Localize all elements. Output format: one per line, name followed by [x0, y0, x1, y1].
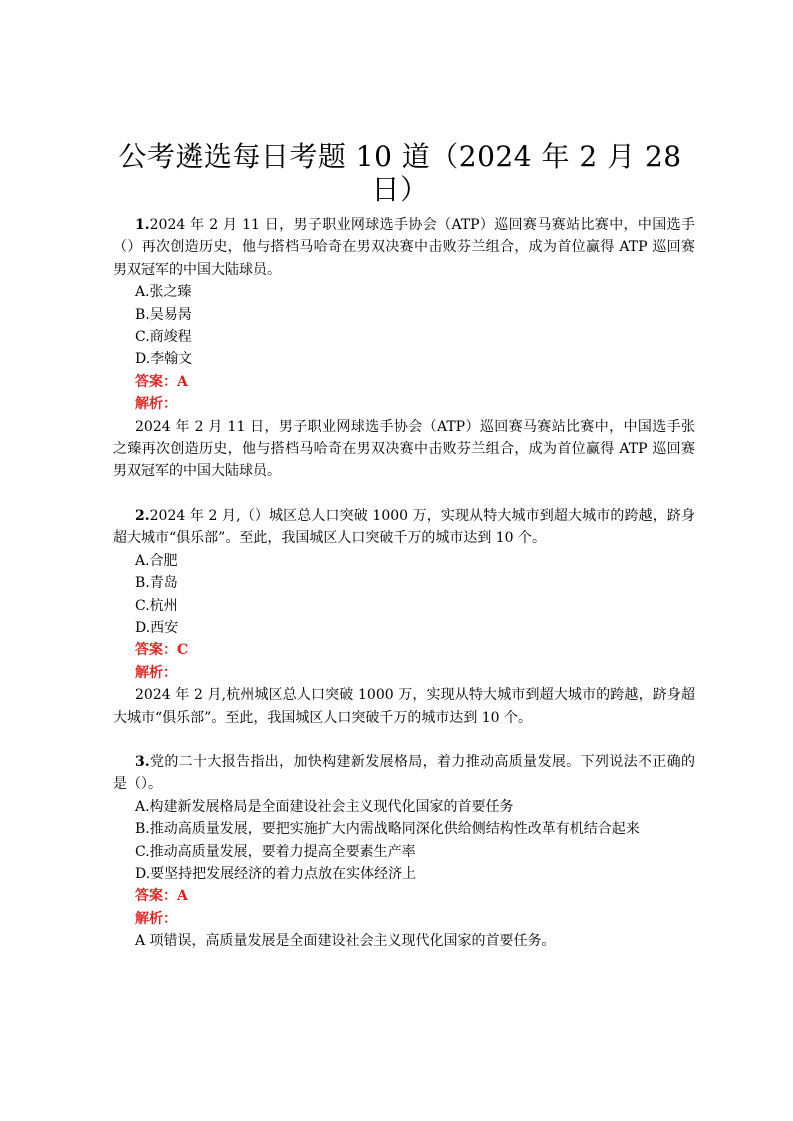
option-b: B.推动高质量发展，要把实施扩大内需战略同深化供给侧结构性改革有机结合起来 [135, 821, 640, 838]
answer-label: 答案： [135, 373, 177, 390]
answer-line [113, 885, 695, 907]
option-c: C.推动高质量发展，要着力提高全要素生产率 [135, 843, 416, 860]
option-d: D.西安 [135, 619, 179, 636]
option-c: C.商竣程 [135, 329, 192, 346]
option-a: A.张之臻 [135, 284, 192, 301]
answer-value: C [177, 642, 189, 659]
question-block-2 [113, 505, 695, 729]
answer-value: A [177, 373, 188, 390]
document-title: 公考遴选每日考题 10 道（2024 年 2 月 28 日） [118, 140, 682, 206]
answer-line [113, 639, 695, 661]
question-number: 1. [135, 217, 150, 233]
question-number: 3. [135, 753, 150, 770]
question-text: 党的二十大报告指出，加快构建新发展格局，着力推动高质量发展。下列说法不正确的是（）。 [113, 753, 695, 793]
option-b: B.青岛 [135, 575, 178, 592]
answer-line [113, 371, 695, 393]
option-a: A.构建新发展格局是全面建设社会主义现代化国家的首要任务 [135, 798, 514, 815]
analysis-label: 解析： [135, 396, 177, 413]
option-d: D.李翰文 [135, 351, 193, 368]
question-stem [113, 505, 695, 550]
question-block-1 [113, 214, 695, 483]
option-a: A.合肥 [135, 552, 178, 569]
question-stem [113, 751, 695, 796]
answer-value: A [177, 888, 188, 905]
analysis-label: 解析： [135, 910, 177, 927]
question-stem [113, 214, 695, 281]
analysis-text: 2024 年 2 月 11 日，男子职业网球选手协会（ATP）巡回赛马赛站比赛中，中国选手张之臻再次创造历史，他与搭档马哈奇在男双决赛中击败芬兰组合，成为首位赢得 ATP 巡回赛男双冠军的中国大陆球员。 [113, 418, 695, 480]
answer-label: 答案： [135, 888, 177, 905]
question-block-3 [113, 751, 695, 953]
option-d: D.要坚持把发展经济的着力点放在实体经济上 [135, 865, 417, 882]
option-b: B.吴易昺 [135, 306, 192, 323]
question-number: 2. [135, 507, 150, 524]
analysis-text: A 项错误，高质量发展是全面建设社会主义现代化国家的首要任务。 [135, 933, 556, 950]
analysis-text: 2024 年 2 月,杭州城区总人口突破 1000 万，实现从特大城市到超大城市的跨越，跻身超大城市“俱乐部”。至此，我国城区人口突破千万的城市达到 10 个。 [113, 687, 695, 726]
answer-label: 答案： [135, 642, 177, 659]
analysis-label: 解析： [135, 664, 177, 681]
question-text: 2024 年 2 月,（）城区总人口突破 1000 万，实现从特大城市到超大城市的跨越，跻身超大城市“俱乐部”。至此，我国城区人口突破千万的城市达到 10 个。 [113, 507, 695, 547]
spacer [113, 483, 695, 505]
question-text: 2024 年 2 月 11 日，男子职业网球选手协会（ATP）巡回赛马赛站比赛中，中国选手（）再次创造历史，他与搭档马哈奇在男双决赛中击败芬兰组合，成为首位赢得 ATP 巡回赛男双冠军的中国大陆球员。 [113, 217, 695, 278]
option-c: C.杭州 [135, 597, 178, 614]
question-list [113, 214, 695, 953]
spacer [113, 729, 695, 751]
